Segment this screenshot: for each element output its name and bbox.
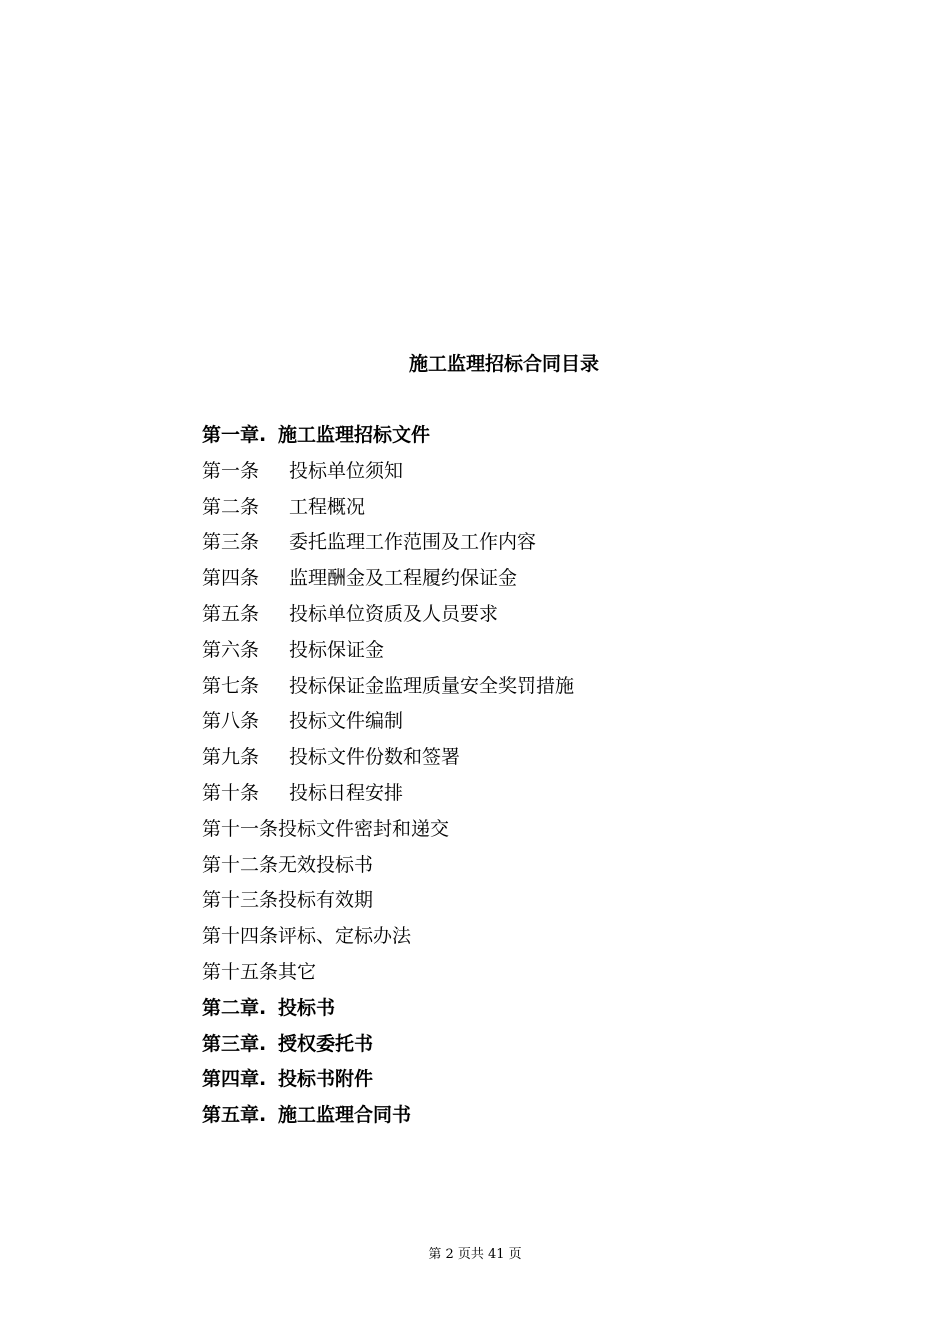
toc-entry-number: 第十一条 bbox=[202, 817, 279, 840]
toc-entry-number: 第二章. bbox=[202, 996, 267, 1019]
toc-entry-title: 施工监理招标文件 bbox=[278, 424, 431, 446]
toc-article-row[interactable] bbox=[202, 633, 822, 669]
toc-entry-number: 第四章. bbox=[202, 1068, 267, 1091]
toc-chapter-row[interactable] bbox=[202, 418, 822, 454]
toc-entry-number: 第二条 bbox=[202, 495, 260, 518]
toc-article-row[interactable] bbox=[202, 561, 822, 597]
table-of-contents bbox=[202, 418, 822, 1134]
toc-entry-title: 委托监理工作范围及工作内容 bbox=[289, 531, 537, 554]
toc-entry-number: 第一条 bbox=[202, 459, 260, 482]
toc-chapter-row[interactable] bbox=[202, 1027, 822, 1063]
toc-chapter-row[interactable] bbox=[202, 991, 822, 1027]
toc-entry-number: 第十条 bbox=[202, 781, 260, 804]
toc-article-row[interactable] bbox=[202, 919, 822, 955]
toc-entry-title: 监理酬金及工程履约保证金 bbox=[289, 567, 518, 590]
toc-entry-number: 第六条 bbox=[202, 638, 260, 661]
toc-entry-title: 授权委托书 bbox=[278, 1032, 374, 1055]
toc-entry-title: 投标书 bbox=[278, 996, 336, 1019]
toc-entry-number: 第五章. bbox=[202, 1104, 267, 1127]
toc-entry-title: 投标单位资质及人员要求 bbox=[289, 602, 499, 625]
toc-entry-number: 第五条 bbox=[202, 602, 260, 625]
toc-entry-number: 第十四条 bbox=[202, 925, 279, 948]
toc-article-row[interactable] bbox=[202, 812, 822, 848]
toc-entry-title: 无效投标书 bbox=[278, 853, 374, 876]
toc-entry-number: 第九条 bbox=[202, 746, 260, 769]
toc-article-row[interactable] bbox=[202, 740, 822, 776]
toc-entry-number: 第七条 bbox=[202, 674, 260, 697]
toc-entry-title: 投标文件密封和递交 bbox=[278, 817, 450, 840]
toc-article-row[interactable] bbox=[202, 669, 822, 705]
toc-entry-title: 工程概况 bbox=[289, 495, 366, 518]
toc-entry-title: 其它 bbox=[278, 960, 317, 983]
toc-entry-title: 投标书附件 bbox=[278, 1068, 374, 1091]
toc-entry-title: 投标文件编制 bbox=[289, 710, 404, 733]
toc-entry-number: 第十三条 bbox=[202, 889, 279, 912]
toc-entry-number: 第三条 bbox=[202, 531, 260, 554]
toc-article-row[interactable] bbox=[202, 525, 822, 561]
toc-entry-title: 评标、定标办法 bbox=[278, 925, 412, 948]
toc-entry-number: 第十五条 bbox=[202, 960, 279, 983]
toc-entry-number: 第八条 bbox=[202, 710, 260, 733]
toc-article-row[interactable] bbox=[202, 704, 822, 740]
document-title: 施工监理招标合同目录 bbox=[408, 353, 599, 375]
toc-chapter-row[interactable] bbox=[202, 1098, 822, 1134]
toc-entry-title: 投标单位须知 bbox=[289, 459, 404, 482]
page-footer: 第 2 页共 41 页 bbox=[428, 1247, 522, 1262]
toc-entry-title: 投标文件份数和签署 bbox=[289, 746, 461, 769]
toc-entry-number: 第三章. bbox=[202, 1032, 267, 1055]
toc-article-row[interactable] bbox=[202, 490, 822, 526]
toc-entry-number: 第一章. bbox=[202, 424, 267, 446]
toc-article-row[interactable] bbox=[202, 883, 822, 919]
toc-article-row[interactable] bbox=[202, 955, 822, 991]
toc-entry-title: 投标保证金监理质量安全奖罚措施 bbox=[289, 674, 575, 697]
toc-chapter-row[interactable] bbox=[202, 1062, 822, 1098]
toc-entry-number: 第四条 bbox=[202, 567, 260, 590]
toc-article-row[interactable] bbox=[202, 776, 822, 812]
toc-article-row[interactable] bbox=[202, 848, 822, 884]
toc-entry-title: 施工监理合同书 bbox=[278, 1104, 412, 1127]
toc-entry-title: 投标日程安排 bbox=[289, 781, 404, 804]
toc-article-row[interactable] bbox=[202, 454, 822, 490]
toc-entry-title: 投标保证金 bbox=[289, 638, 385, 661]
toc-entry-title: 投标有效期 bbox=[278, 889, 374, 912]
toc-entry-number: 第十二条 bbox=[202, 853, 279, 876]
toc-article-row[interactable] bbox=[202, 597, 822, 633]
